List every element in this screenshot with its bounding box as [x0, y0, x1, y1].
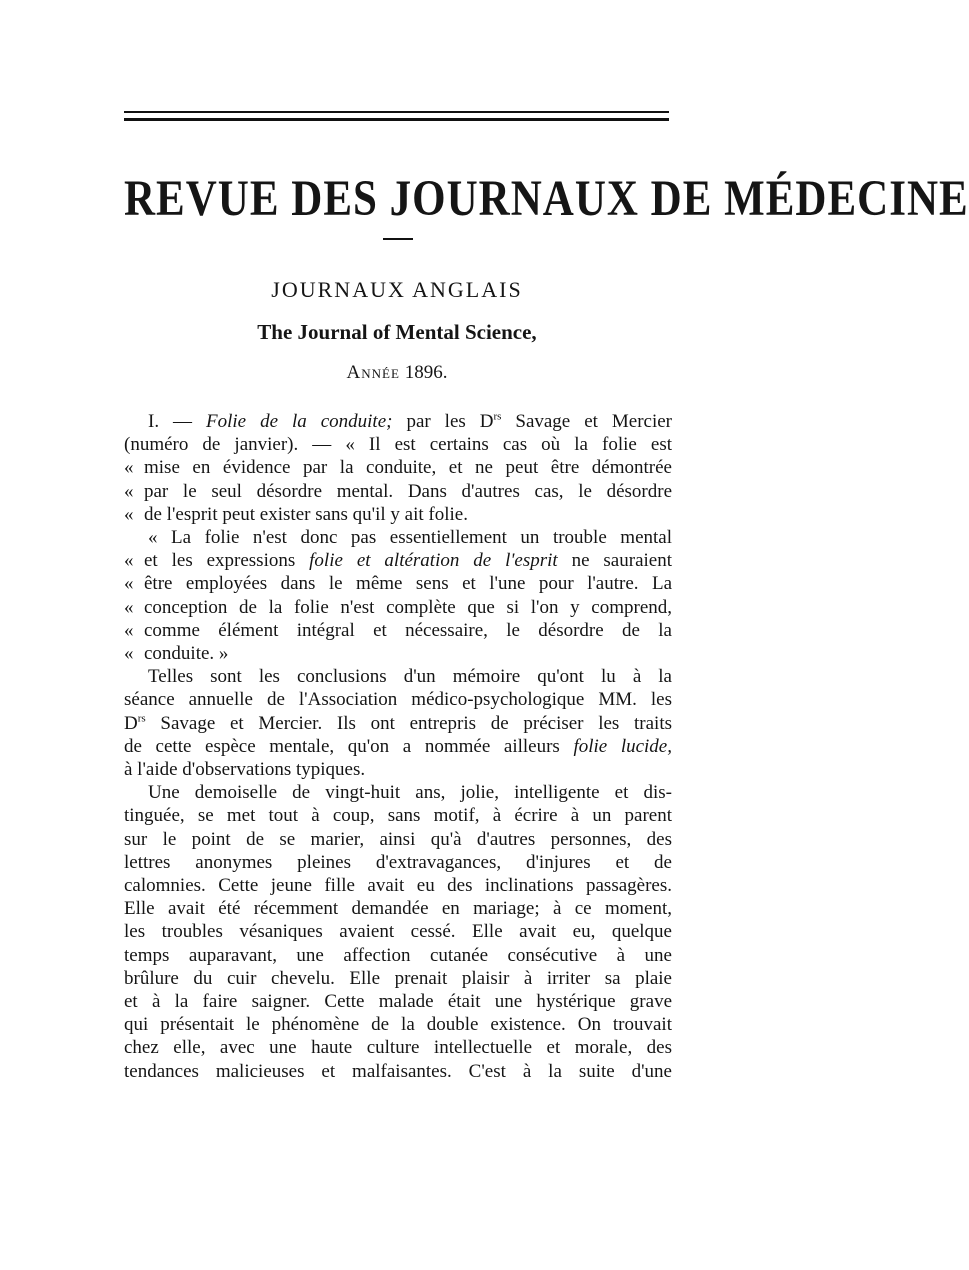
text-line: $D^{rs}$ Savage et Mercier. Ils ont entrepris de préciser les traits [124, 712, 672, 734]
text-line: (numéro de janvier). — « Il est certains cas où la folie est [124, 434, 672, 456]
article-number: I. — [148, 411, 193, 432]
text-line: « La folie n'est donc pas essentiellement un trouble mental [148, 527, 672, 549]
text-line: « de l'esprit peut exister sans qu'il y ait folie. [124, 503, 468, 525]
text-line: et à la faire saigner. Cette malade était une hystérique grave [124, 991, 672, 1013]
text-line: « conception de la folie n'est complète que si l'on y comprend, [124, 596, 672, 618]
text-line: « et les expressions folie et altération de l'esprit ne sauraient [124, 550, 672, 572]
text-line: Telles sont les conclusions d'un mémoire qu'ont lu à la [148, 666, 672, 688]
text-line: temps auparavant, une affection cutanée consécutive à une [124, 944, 672, 966]
text-line: tinguée, se met tout à coup, sans motif, à écrire à un parent [124, 805, 672, 827]
article-body [124, 410, 672, 1083]
page-title: REVUE DES JOURNAUX DE MÉDECINE [124, 171, 969, 227]
text-line: « conduite. » [124, 643, 229, 665]
text-line: tendances malicieuses et malfaisantes. C'est à la suite d'une [124, 1060, 672, 1082]
text-line: qui présentait le phénomène de la double existence. On trouvait [124, 1014, 672, 1036]
top-double-rule-thick [124, 118, 669, 121]
text-line: « par le seul désordre mental. Dans d'autres cas, le désordre [124, 480, 672, 502]
text-line: « être employées dans le même sens et l'une pour l'autre. La [124, 573, 672, 595]
text-line: les troubles vésaniques avaient cessé. Elle avait eu, quelque [124, 921, 672, 943]
text-line: lettres anonymes pleines d'extravagances, d'injures et de [124, 851, 672, 873]
article-title: Folie de la conduite; [206, 411, 393, 432]
text-line: « comme élément intégral et nécessaire, le désordre de la [124, 619, 672, 641]
year-value: 1896. [404, 362, 448, 383]
text-line: calomnies. Cette jeune fille avait eu des inclinations passagères. [124, 875, 672, 897]
top-double-rule [124, 111, 669, 113]
journal-name: The Journal of Mental Science, [257, 320, 537, 344]
text-line: chez elle, avec une haute culture intellectuelle et morale, des [124, 1037, 672, 1059]
text-line: sur le point de se marier, ainsi qu'à d'autres personnes, des [124, 828, 672, 850]
text-line: à l'aide d'observations typiques. [124, 759, 366, 781]
text-line: I. — Folie de la conduite; par les $D^{rs}$ Savage et Mercier [148, 410, 673, 432]
text-line: brûlure du cuir chevelu. Elle prenait plaisir à irriter sa plaie [124, 967, 672, 989]
journal-year [124, 362, 670, 384]
year-label: Année [346, 362, 400, 383]
text-line: Elle avait été récemment demandée en mariage; à ce moment, [124, 898, 672, 920]
text-line: de cette espèce mentale, qu'on a nommée ailleurs folie lucide, [124, 735, 672, 757]
text-line: Une demoiselle de vingt-huit ans, jolie, intelligente et dis- [148, 782, 672, 804]
text-line: séance annuelle de l'Association médico-psychologique MM. les [124, 689, 672, 711]
text-line: « mise en évidence par la conduite, et ne peut être démontrée [124, 457, 672, 479]
title-divider [383, 238, 413, 240]
section-subtitle: JOURNAUX ANGLAIS [271, 277, 523, 302]
